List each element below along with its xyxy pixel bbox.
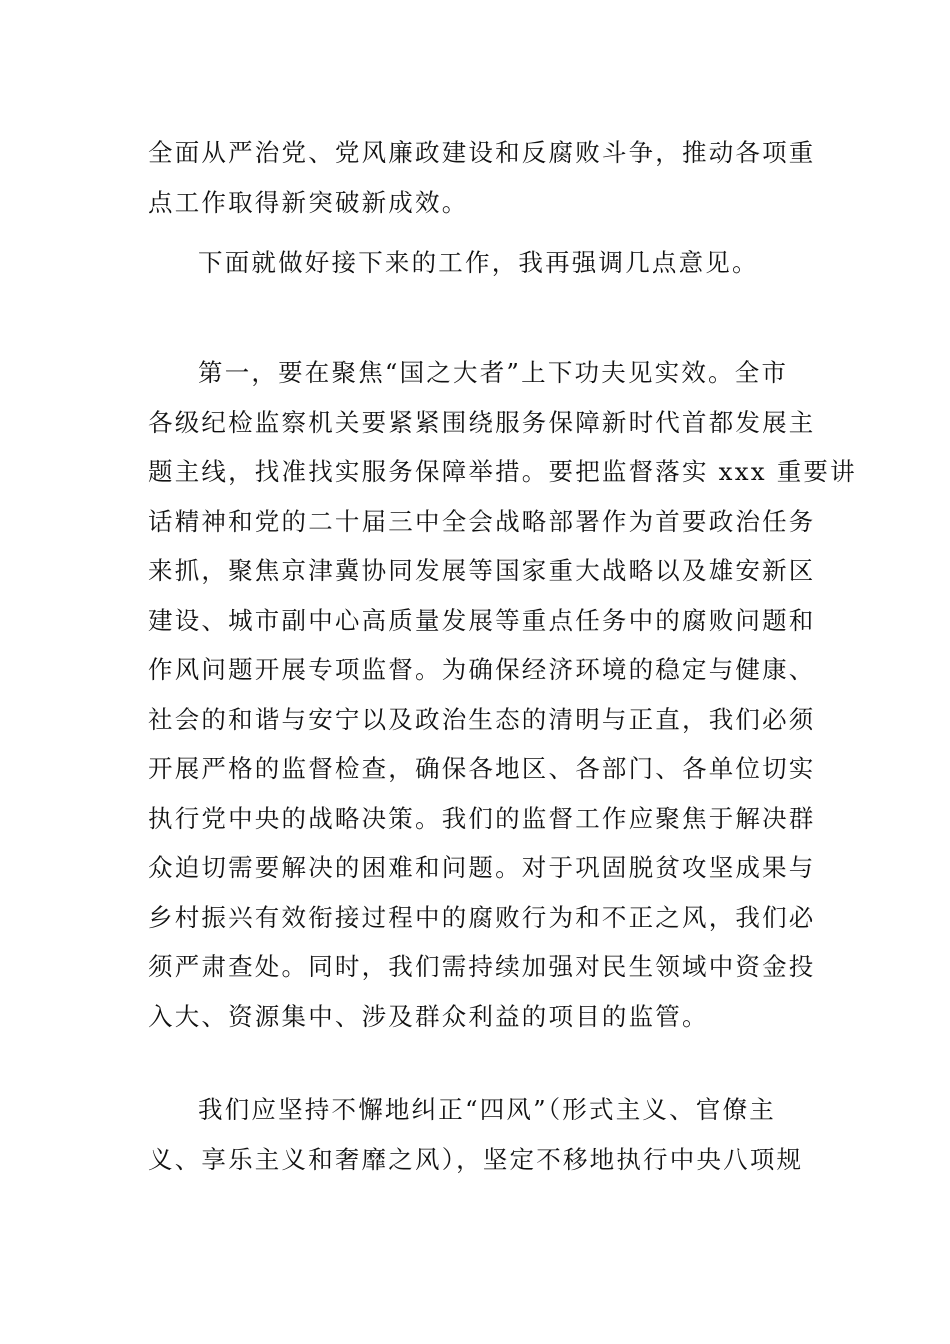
text-line: 义、享乐主义和奢靡之风），坚定不移地执行中央八项规	[148, 1144, 804, 1174]
text-line: 众迫切需要解决的困难和问题。对于巩固脱贫攻坚成果与	[148, 853, 816, 882]
text-line: 全面从严治党、党风廉政建设和反腐败斗争，推动各项重	[148, 138, 816, 167]
text-line: 建设、城市副中心高质量发展等重点任务中的腐败问题和	[148, 605, 816, 635]
text-line: 执行党中央的战略决策。我们的监督工作应聚焦于解决群	[148, 803, 816, 833]
text-line: 点工作取得新突破新成效。	[148, 187, 469, 217]
text-line: 开展严格的监督检查，确保各地区、各部门、各单位切实	[148, 754, 816, 783]
text-line: 社会的和谐与安宁以及政治生态的清明与正直，我们必须	[148, 704, 816, 734]
text-line: 各级纪检监察机关要紧紧围绕服务保障新时代首都发展主	[148, 407, 816, 437]
text-line: 第一，要在聚焦“国之大者”上下功夫见实效。全市	[198, 358, 789, 387]
paragraph-intro	[148, 238, 808, 288]
paragraph-first-point	[148, 348, 857, 1041]
paragraph-four-winds	[148, 1085, 808, 1184]
text-line: 乡村振兴有效衔接过程中的腐败行为和不正之风，我们必	[148, 902, 816, 932]
text-line: 题主线，找准找实服务保障举措。要把监督落实 xxx 重要讲	[148, 457, 857, 486]
text-line: 入大、资源集中、涉及群众利益的项目的监管。	[148, 1001, 709, 1031]
text-line: 来抓，聚焦京津冀协同发展等国家重大战略以及雄安新区	[148, 556, 816, 585]
text-line: 下面就做好接下来的工作，我再强调几点意见。	[198, 248, 759, 277]
paragraph-continuation	[148, 128, 816, 227]
text-line: 我们应坚持不懈地纠正“四风”（形式主义、官僚主	[198, 1095, 776, 1124]
text-line: 话精神和党的二十届三中全会战略部署作为首要政治任务	[148, 506, 816, 536]
text-line: 作风问题开展专项监督。为确保经济环境的稳定与健康、	[148, 655, 816, 684]
text-line: 须严肃查处。同时，我们需持续加强对民生领域中资金投	[148, 952, 816, 981]
